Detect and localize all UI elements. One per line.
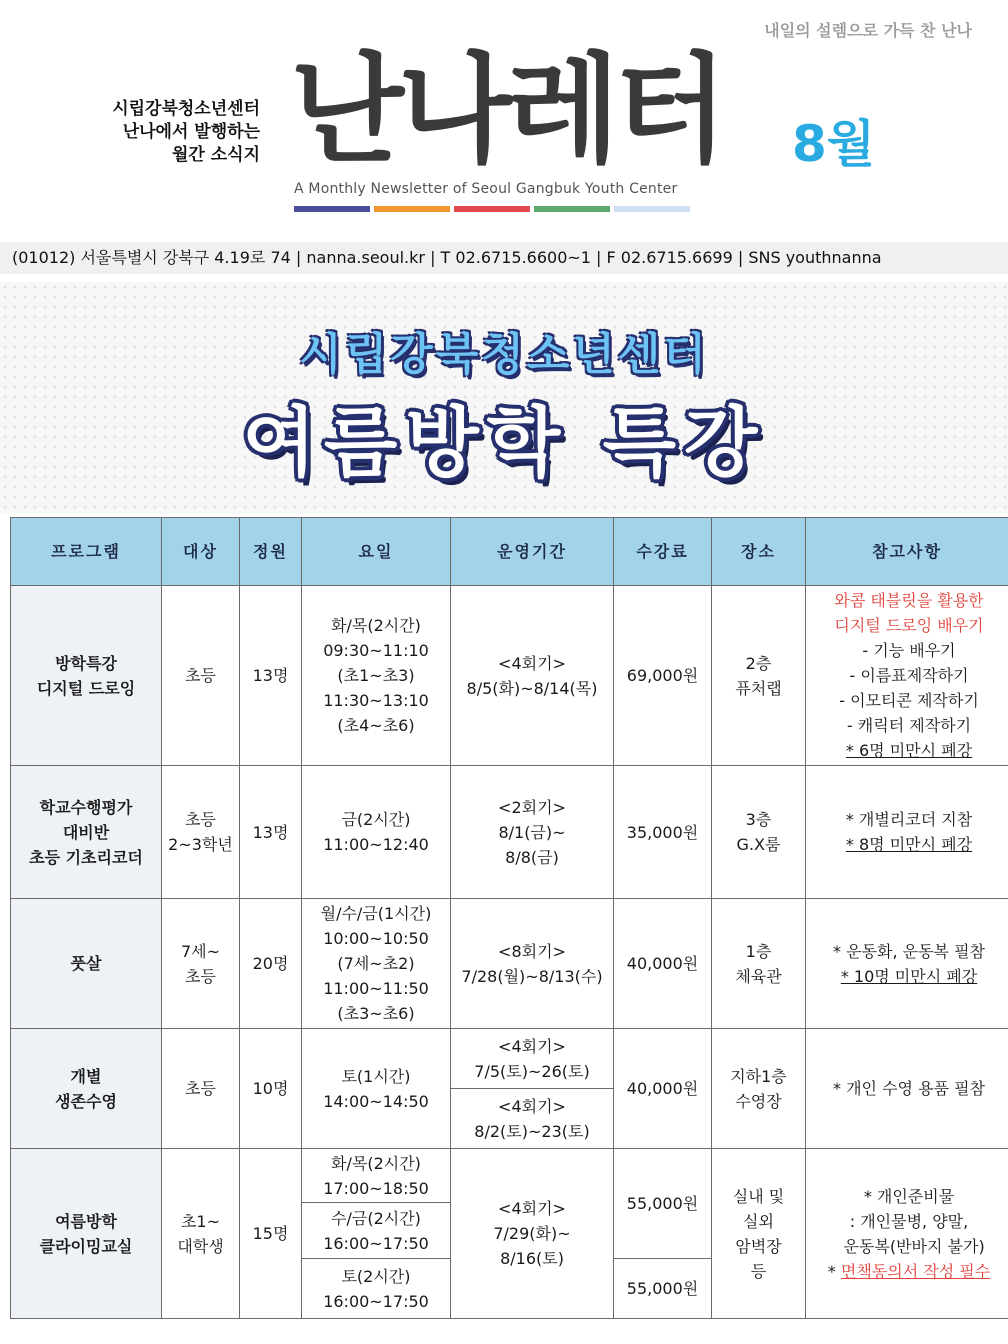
place-cell: 3층 G.X룸 <box>712 766 806 899</box>
col-header-period: 운영기간 <box>451 518 614 586</box>
intro-line: 시립강북청소년센터 <box>112 99 260 119</box>
schedule-cell: 토(1시간) 14:00~14:50 <box>302 1029 451 1149</box>
table-header-row <box>11 518 1008 586</box>
place-cell: 1층 체육관 <box>712 899 806 1029</box>
period-cell: <4회기> 8/5(화)~8/14(목) <box>451 586 614 766</box>
table-row <box>11 586 1008 766</box>
capacity-cell: 13명 <box>240 766 302 899</box>
col-header-program: 프로그램 <box>11 518 162 586</box>
program-name: 학교수행평가 대비반 초등 기초리코더 <box>11 766 162 899</box>
period-cell: <4회기> 8/2(토)~23(토) <box>451 1089 614 1149</box>
intro-line: 난나에서 발행하는 <box>122 122 260 142</box>
fee-cell: 69,000원 <box>614 586 712 766</box>
notes-cell: * 운동화, 운동복 필참 * 10명 미만시 폐강 <box>806 899 1008 1029</box>
schedule-cell: 화/목(2시간) 09:30~11:10 (초1~초3) 11:30~13:10 (초4~초6) <box>302 586 451 766</box>
schedule-cell: 화/목(2시간) 17:00~18:50 <box>302 1149 451 1203</box>
fee-cell: 40,000원 <box>614 1029 712 1149</box>
intro-line: 월간 소식지 <box>171 145 260 165</box>
period-cell: <4회기> 7/29(화)~ 8/16(토) <box>451 1149 614 1319</box>
col-header-place: 장소 <box>712 518 806 586</box>
program-table <box>10 517 1008 1319</box>
color-bar <box>374 206 450 212</box>
publisher-intro <box>100 98 260 167</box>
fee-cell: 35,000원 <box>614 766 712 899</box>
place-cell: 2층 퓨처랩 <box>712 586 806 766</box>
color-bar <box>614 206 690 212</box>
table-row <box>11 899 1008 1029</box>
fee-cell: 40,000원 <box>614 899 712 1029</box>
contact-info-bar: (01012) 서울특별시 강북구 4.19로 74 | nanna.seoul.kr | T 02.6715.6600~1 | F 02.6715.6699 | SNS youthnanna <box>0 242 1008 274</box>
target-cell: 7세~ 초등 <box>162 899 240 1029</box>
schedule-cell: 수/금(2시간) 16:00~17:50 <box>302 1203 451 1259</box>
capacity-cell: 10명 <box>240 1029 302 1149</box>
color-bar <box>454 206 530 212</box>
notes-cell: * 개인 수영 용품 필참 <box>806 1029 1008 1149</box>
program-name: 풋살 <box>11 899 162 1029</box>
target-cell: 초1~ 대학생 <box>162 1149 240 1319</box>
slogan: 내일의 설렘으로 가득 찬 난나 <box>764 21 972 40</box>
table-row <box>11 1149 1008 1203</box>
notes-cell: * 개인준비물 : 개인물병, 양말, 운동복(반바지 불가) * 면책동의서 작성 필수 <box>806 1149 1008 1319</box>
target-cell: 초등 <box>162 586 240 766</box>
program-name: 방학특강 디지털 드로잉 <box>11 586 162 766</box>
notes-cell: 와콤 태블릿을 활용한 디지털 드로잉 배우기 - 기능 배우기 - 이름표제작하기 - 이모티콘 제작하기 - 캐릭터 제작하기 * 6명 미만시 폐강 <box>806 586 1008 766</box>
target-cell: 초등 2~3학년 <box>162 766 240 899</box>
banner-center-name: 시립강북청소년센터 <box>299 329 709 380</box>
target-cell: 초등 <box>162 1029 240 1149</box>
table-row <box>11 1029 1008 1089</box>
schedule-cell: 금(2시간) 11:00~12:40 <box>302 766 451 899</box>
fee-cell: 55,000원 <box>614 1259 712 1319</box>
banner-title: 여름방학 특강 <box>242 398 766 487</box>
issue-month: 8월 <box>792 115 876 173</box>
notes-cell: * 개별리코더 지참 * 8명 미만시 폐강 <box>806 766 1008 899</box>
place-cell: 지하1층 수영장 <box>712 1029 806 1149</box>
program-name: 여름방학 클라이밍교실 <box>11 1149 162 1319</box>
color-bar <box>534 206 610 212</box>
table-row <box>11 766 1008 899</box>
program-name: 개별 생존수영 <box>11 1029 162 1149</box>
color-bars <box>294 206 690 212</box>
capacity-cell: 20명 <box>240 899 302 1029</box>
capacity-cell: 13명 <box>240 586 302 766</box>
newsletter-subtitle: A Monthly Newsletter of Seoul Gangbuk Youth Center <box>294 181 678 197</box>
schedule-cell: 월/수/금(1시간) 10:00~10:50 (7세~초2) 11:00~11:50 (초3~초6) <box>302 899 451 1029</box>
newsletter-header <box>0 0 1008 240</box>
program-banner <box>0 282 1008 514</box>
period-cell: <2회기> 8/1(금)~ 8/8(금) <box>451 766 614 899</box>
schedule-cell: 토(2시간) 16:00~17:50 <box>302 1259 451 1319</box>
newsletter-title: 난나레터 <box>290 41 722 179</box>
period-cell: <8회기> 7/28(월)~8/13(수) <box>451 899 614 1029</box>
col-header-fee: 수강료 <box>614 518 712 586</box>
col-header-notes: 참고사항 <box>806 518 1008 586</box>
color-bar <box>294 206 370 212</box>
place-cell: 실내 및 실외 암벽장 등 <box>712 1149 806 1319</box>
col-header-target: 대상 <box>162 518 240 586</box>
col-header-capacity: 정원 <box>240 518 302 586</box>
period-cell: <4회기> 7/5(토)~26(토) <box>451 1029 614 1089</box>
capacity-cell: 15명 <box>240 1149 302 1319</box>
fee-cell: 55,000원 <box>614 1149 712 1259</box>
col-header-schedule: 요일 <box>302 518 451 586</box>
